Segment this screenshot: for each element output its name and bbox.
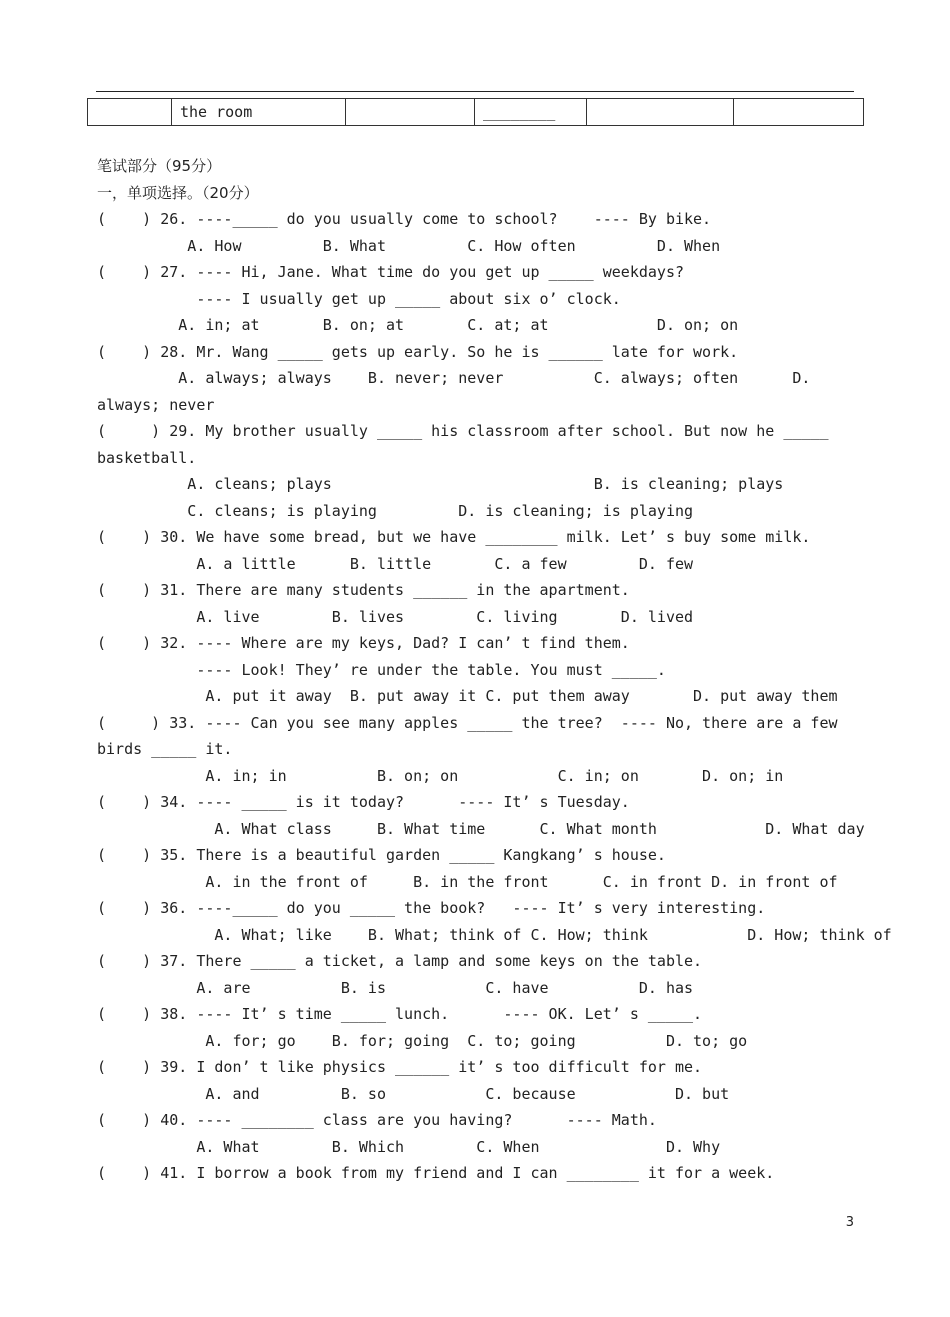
section-title: 笔试部分（95分） [97, 157, 222, 175]
page-number: 3 [845, 1215, 854, 1230]
question-line: A. What class B. What time C. What month D. What day [97, 819, 865, 838]
question-line: ( ) 41. I borrow a book from my friend and I can ________ it for a week. [97, 1164, 775, 1182]
table-cell-blank: ________ [475, 99, 587, 126]
question-line: ( ) 35. There is a beautiful garden _____ Kangkang’ s house. [97, 846, 666, 864]
question-line: ( ) 30. We have some bread, but we have ________ milk. Let’ s buy some milk. [97, 528, 811, 546]
question-line: ( ) 40. ---- ________ class are you having? ---- Math. [97, 1111, 657, 1129]
table-cell: the room [172, 99, 346, 126]
question-line: ( ) 31. There are many students ______ in the apartment. [97, 581, 630, 599]
question-line: always; never [97, 395, 215, 414]
vocabulary-table [87, 98, 864, 126]
question-line: A. a little B. little C. a few D. few [97, 554, 694, 573]
question-line: ( ) 29. My brother usually _____ his classroom after school. But now he _____ [97, 422, 829, 440]
question-line: ( ) 36. ----_____ do you _____ the book? ---- It’ s very interesting. [97, 899, 766, 917]
question-line: ( ) 37. There _____ a ticket, a lamp and some keys on the table. [97, 952, 703, 970]
question-line: ---- I usually get up _____ about six o’ clock. [97, 289, 621, 308]
question-line: ---- Look! They’ re under the table. You must _____. [97, 660, 666, 679]
question-line: A. in; in B. on; on C. in; on D. on; in [97, 766, 784, 785]
question-line: ( ) 28. Mr. Wang _____ gets up early. So he is ______ late for work. [97, 342, 739, 361]
question-line: A. in; at B. on; at C. at; at D. on; on [97, 316, 739, 334]
question-line: A. always; always B. never; never C. always; often D. [97, 369, 811, 387]
question-line: ( ) 27. ---- Hi, Jane. What time do you get up _____ weekdays? [97, 263, 684, 281]
question-line: A. What; like B. What; think of C. How; think D. How; think of [97, 925, 892, 944]
question-line: ( ) 26. ----_____ do you usually come to school? ---- By bike. [97, 210, 712, 228]
question-line: A. What B. Which C. When D. Why [97, 1137, 721, 1156]
question-line: ( ) 38. ---- It’ s time _____ lunch. ---- OK. Let’ s _____. [97, 1005, 703, 1023]
table-cell [734, 99, 864, 126]
question-line: ( ) 39. I don’ t like physics ______ it’ s too difficult for me. [97, 1058, 703, 1076]
question-line: A. live B. lives C. living D. lived [97, 607, 694, 626]
table-row [88, 99, 864, 126]
question-line: A. in the front of B. in the front C. in front D. in front of [97, 872, 838, 891]
question-line: birds _____ it. [97, 740, 233, 758]
question-line: A. are B. is C. have D. has [97, 978, 694, 997]
header-rule [96, 91, 854, 92]
table-cell [88, 99, 172, 126]
question-line: A. put it away B. put away it C. put them away D. put away them [97, 687, 838, 705]
question-line: A. cleans; plays B. is cleaning; plays [97, 475, 784, 493]
question-line: C. cleans; is playing D. is cleaning; is playing [97, 501, 694, 520]
question-line: A. for; go B. for; going C. to; going D. to; go [97, 1031, 748, 1050]
question-line: ( ) 33. ---- Can you see many apples _____ the tree? ---- No, there are a few [97, 713, 838, 732]
question-body [97, 153, 892, 1187]
question-line: ( ) 34. ---- _____ is it today? ---- It’ s Tuesday. [97, 793, 630, 811]
question-lines [97, 206, 892, 1187]
question-line: ( ) 32. ---- Where are my keys, Dad? I can’ t find them. [97, 634, 630, 652]
question-line: basketball. [97, 448, 197, 467]
subsection-title: 一，单项选择。（20分） [97, 183, 259, 202]
question-line: A. and B. so C. because D. but [97, 1084, 730, 1103]
question-line: A. How B. What C. How often D. When [97, 236, 721, 255]
table-cell [587, 99, 734, 126]
table-cell [346, 99, 475, 126]
